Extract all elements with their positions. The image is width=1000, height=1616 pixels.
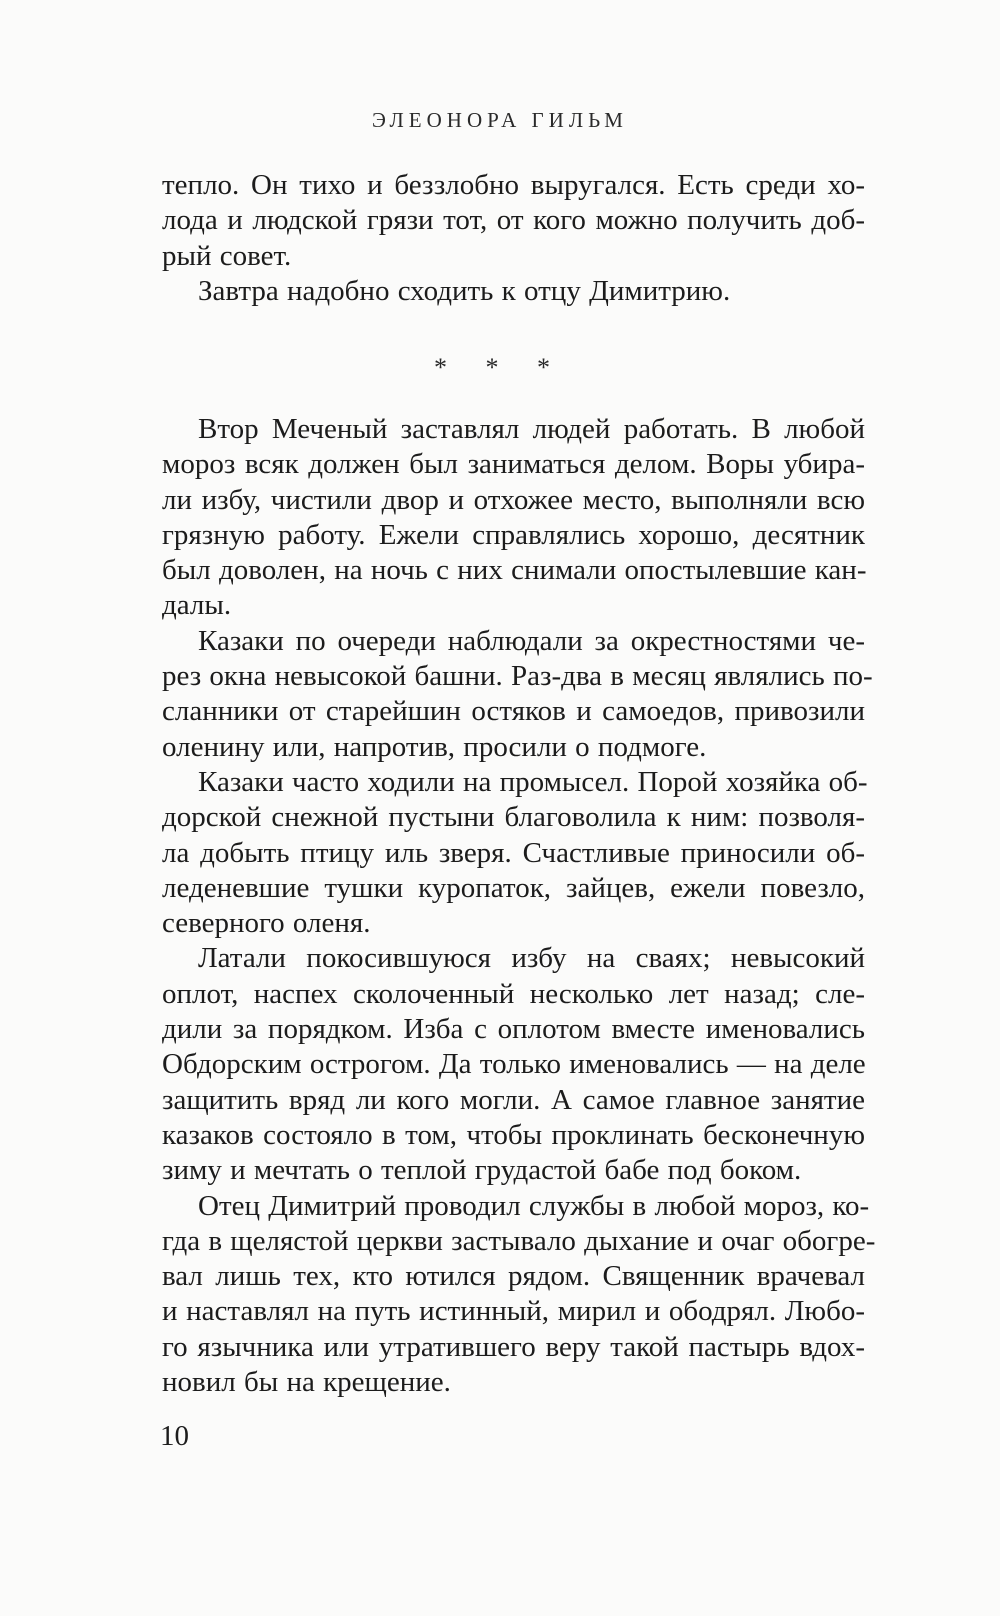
text-line: лода и людской грязи тот, от кого можно получить доб- [162,204,865,237]
text-line: и наставлял на путь истинный, мирил и ободрял. Любо- [162,1295,865,1328]
text-line: далы. [162,589,232,622]
text-line: Казаки часто ходили на промысел. Порой хозяйка об- [198,765,868,798]
text-line: был доволен, на ночь с них снимали опостылевшие кан- [162,554,867,587]
text-line: Латали покосившуюся избу на сваях; невысокий [198,942,865,975]
text-line: Обдорским острогом. Да только именовались — на деле [162,1048,866,1081]
text-line: новил бы на крещение. [162,1366,451,1399]
text-line: ли избу, чистили двор и отхожее место, выполняли всю [162,483,865,516]
text-line: грязную работу. Ежели справлялись хорошо, десятник [162,518,865,551]
text-line: мороз всяк должен был заниматься делом. Воры убира- [162,448,865,481]
text-line: Отец Димитрий проводил службы в любой мороз, ко- [198,1189,870,1222]
text-line: тепло. Он тихо и беззлобно выругался. Есть среди хо- [162,169,865,201]
text-line: дорской снежной пустыни благоволила к ним: позволя- [162,801,865,834]
text-line: защитить вряд ли кого могли. А самое главное занятие [162,1083,865,1116]
text-line: сланники от старейшин остяков и самоедов, привозили [162,695,865,728]
text-line: Завтра надобно сходить к отцу Димитрию. [198,274,731,307]
text-line: Втор Меченый заставлял людей работать. В любой [198,413,865,445]
text-line: северного оленя. [162,907,371,940]
running-header-author: ЭЛЕОНОРА ГИЛЬМ [372,108,628,132]
text-line: ла добыть птицу иль зверя. Счастливые приносили об- [162,836,865,869]
text-line: вал лишь тех, кто ютился рядом. Священник врачевал [162,1260,865,1293]
text-line: го язычника или утратившего веру такой пастырь вдох- [162,1330,865,1363]
text-line: оплот, наспех сколоченный несколько лет назад; сле- [162,977,865,1010]
text-line: казаков состояло в том, чтобы проклинать бесконечную [162,1118,865,1151]
text-line: леденевшие тушки куропаток, зайцев, ежели повезло, [162,871,865,904]
text-line: зиму и мечтать о теплой грудастой бабе под боком. [162,1154,802,1187]
text-line: рез окна невысокой башни. Раз-два в месяц являлись по- [162,660,873,693]
text-block-top [162,168,865,309]
text-line: рый совет. [162,239,292,272]
page-number: 10 [160,1420,189,1452]
text-block-main [162,412,876,1400]
text-line: дили за порядком. Изба с оплотом вместе именовались [162,1013,865,1046]
text-line: гда в щелястой церкви застывало дыхание и очаг обогре- [162,1224,876,1257]
text-line: Казаки по очереди наблюдали за окрестностями че- [198,624,865,657]
text-line: оленину или, напротив, просили о подмоге. [162,730,707,763]
section-separator: * * * [434,353,566,382]
